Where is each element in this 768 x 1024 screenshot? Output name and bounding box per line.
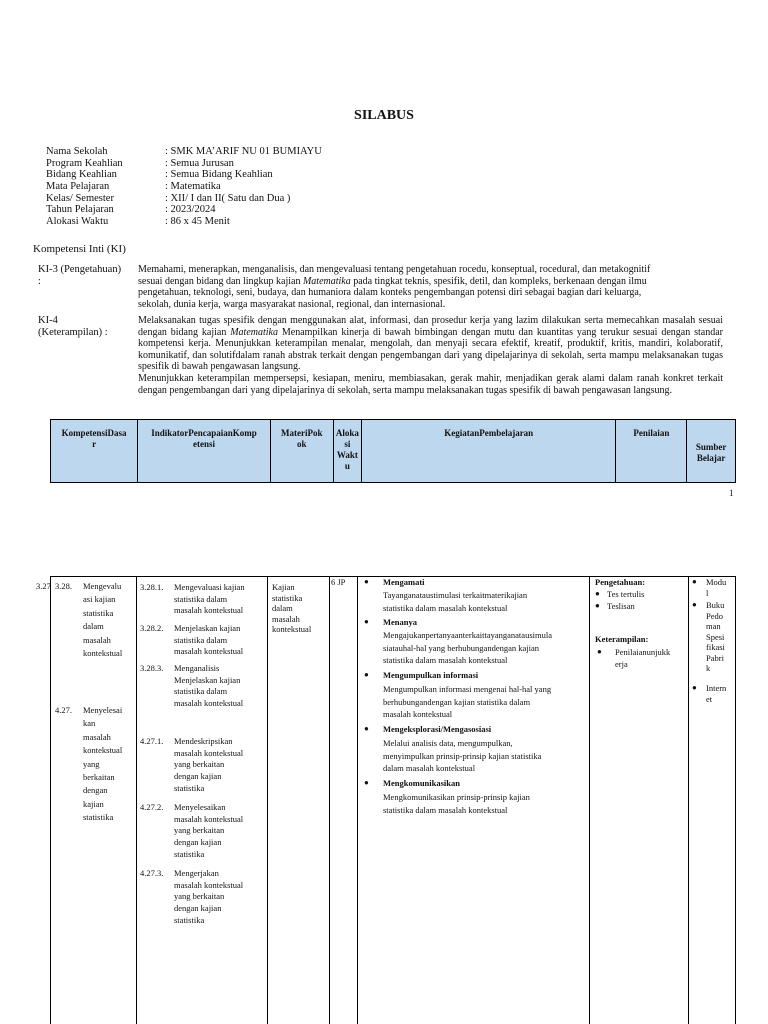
activity-line: menyimpulkan prinsip-prinsip kajian statistika bbox=[383, 750, 542, 761]
activity-line: Tayanganataustimulasi terkaitmaterikajian bbox=[383, 590, 528, 600]
indicator-line: statistika dalam bbox=[174, 593, 228, 604]
sumber-line: Buku bbox=[706, 600, 725, 610]
sumber-item bbox=[706, 577, 726, 598]
indicator-line: statistika dalam bbox=[174, 686, 228, 697]
sumber-item bbox=[706, 600, 725, 674]
ki-heading: Kompetensi Inti (KI) bbox=[33, 243, 126, 255]
header-text: MateriPok bbox=[281, 428, 323, 438]
indicator-line: masalah kontekstual bbox=[174, 879, 244, 890]
bullet-icon: ● bbox=[595, 601, 600, 610]
bullet-icon: ● bbox=[364, 617, 369, 626]
penilaian-line: Penilaianunjukk bbox=[615, 647, 671, 657]
indicator-line: masalah kontekstual bbox=[174, 813, 244, 824]
ki3-line: pengetahuan, teknologi, seni, budaya, dan humaniora dalam konteks pengembangan potensi diri sebagai bagian dari keluarga, bbox=[138, 287, 642, 299]
activity-line: Mengajukanpertanyaanterkaittayanganatausimula bbox=[383, 630, 552, 640]
kd-line: statistika bbox=[83, 607, 114, 618]
header-text: IndikatorPencapaianKomp bbox=[151, 428, 257, 438]
identity-label: Nama Sekolah bbox=[46, 146, 108, 157]
activity-title: Mengumpulkan informasi bbox=[383, 670, 479, 680]
indicator-text bbox=[174, 663, 243, 710]
bullet-icon: ● bbox=[364, 778, 369, 787]
penilaian-keterampilan-label: Keterampilan: bbox=[595, 634, 649, 644]
kd-text bbox=[83, 704, 122, 825]
indicator-line: yang berkaitan bbox=[174, 759, 225, 770]
indicator-line: yang berkaitan bbox=[174, 825, 225, 836]
kd-line: yang bbox=[83, 758, 100, 769]
materi-pokok bbox=[272, 582, 311, 635]
indicator-line: statistika dalam bbox=[174, 634, 228, 645]
identity-value: : Matematika bbox=[165, 181, 221, 193]
indicator-text bbox=[174, 802, 243, 861]
header-text: ok bbox=[297, 439, 307, 449]
kd-line: Mengevalu bbox=[83, 581, 122, 591]
sumber-line: fikasi bbox=[706, 642, 725, 652]
syllabus-body-table bbox=[36, 576, 736, 1024]
materi-line: masalah bbox=[272, 613, 300, 624]
header-alokasi-waktu bbox=[333, 420, 361, 483]
header-text: KegiatanPembelajaran bbox=[444, 428, 534, 438]
identity-block bbox=[46, 146, 322, 228]
activity-line: statistika dalam masalah kontekstual bbox=[383, 804, 508, 815]
ki4-paragraph bbox=[138, 315, 723, 373]
ki3-line-italic: Matematika bbox=[302, 275, 351, 287]
activity-line: masalah kontekstual bbox=[383, 709, 453, 720]
col-divider bbox=[267, 576, 268, 1024]
kd-number: 4.27. bbox=[55, 705, 72, 715]
indicator-line: Menyelesaikan bbox=[174, 802, 226, 812]
header-sumber-belajar bbox=[687, 420, 736, 483]
col-divider bbox=[735, 576, 736, 1024]
col-divider bbox=[329, 576, 330, 1024]
ki3-line bbox=[138, 276, 738, 288]
sumber-line: man bbox=[706, 621, 721, 631]
activity-line: Melalui analisis data, mengumpulkan, bbox=[383, 738, 513, 748]
sumber-line: et bbox=[706, 693, 713, 704]
materi-line: dalam bbox=[272, 603, 293, 613]
indicator-line: statistika bbox=[174, 848, 205, 859]
header-text: KompetensiDasa bbox=[61, 428, 127, 438]
kd-line: masalah bbox=[83, 634, 111, 645]
materi-line: kontekstual bbox=[272, 624, 312, 634]
ki3-line: sekolah, dunia kerja, warga masyarakat nasional, regional, dan internasional. bbox=[138, 298, 446, 310]
col-divider bbox=[136, 576, 137, 1024]
header-text: Sumber bbox=[695, 442, 727, 452]
ki3-line: Memahami, menerapkan, menganalisis, dan mengevaluasi tentang pengetahuan rocedu, konseptual, rocedural, dan metakognitif bbox=[138, 264, 651, 275]
header-indikator bbox=[138, 420, 271, 483]
header-text: Wakt bbox=[336, 450, 358, 460]
activity-text bbox=[383, 737, 541, 775]
identity-label: Alokasi Waktu bbox=[46, 216, 109, 228]
sumber-item bbox=[706, 683, 726, 704]
header-text: Belajar bbox=[696, 453, 726, 463]
header-text: u bbox=[344, 461, 350, 471]
sumber-line: k bbox=[706, 663, 711, 673]
identity-label: Bidang Keahlian bbox=[46, 169, 117, 181]
sumber-line: Modu bbox=[706, 577, 727, 587]
bullet-icon: ● bbox=[692, 577, 697, 586]
bullet-icon: ● bbox=[692, 683, 697, 692]
penilaian-item bbox=[615, 647, 670, 670]
sumber-line: l bbox=[706, 587, 709, 598]
indicator-line: Menganalisis bbox=[174, 663, 220, 673]
indicator-line: dengan kajian bbox=[174, 771, 222, 782]
ki3-label: KI-3 (Pengetahuan) bbox=[38, 264, 122, 275]
sumber-line: Intern bbox=[706, 683, 727, 693]
ki4-paragraph: Menunjukkan keterampilan mempersepsi, kesiapan, meniru, membiasakan, gerak mahir, menjadikan gerak alami dalam ranah konkret terkait dengan pengembangan dari yang dipelajarinya di sekolah, serta mampu melaksanakan tugas spesifik di bawah pengawasan langsung. bbox=[138, 372, 723, 396]
kd-line: kan bbox=[83, 718, 96, 729]
header-kompetensi-dasar bbox=[51, 420, 138, 483]
indicator-number: 4.27.2. bbox=[140, 802, 164, 812]
activity-line: dalam masalah kontekstual bbox=[383, 763, 476, 774]
kd-number-overlap: 3.27 bbox=[36, 581, 51, 591]
activity-text bbox=[383, 791, 530, 816]
ki3-text bbox=[138, 264, 738, 310]
activity-title: Mengamati bbox=[383, 577, 425, 587]
indicator-number: 4.27.3. bbox=[140, 868, 164, 878]
kd-line: dalam bbox=[83, 621, 104, 632]
penilaian-line: erja bbox=[615, 658, 628, 669]
identity-row bbox=[46, 204, 322, 216]
indicator-number: 4.27.1. bbox=[140, 736, 164, 746]
ki4-text-italic: Matematika bbox=[230, 326, 278, 338]
indicator-text bbox=[174, 623, 243, 658]
activity-line: statistika dalam masalah kontekstual bbox=[383, 602, 508, 613]
ki3-line-part: pada tingkat teknis, spesifik, detil, dan kompleks, berkenaan dengan ilmu bbox=[350, 275, 647, 287]
activity-title: Mengkomunikasikan bbox=[383, 778, 460, 788]
activity-text bbox=[383, 589, 527, 614]
activity-text bbox=[383, 683, 551, 721]
indicator-line: statistika bbox=[174, 914, 205, 925]
identity-label: Tahun Pelajaran bbox=[46, 204, 114, 216]
indicator-line: masalah kontekstual bbox=[174, 646, 244, 657]
identity-row bbox=[46, 169, 322, 181]
sumber-line: Pabri bbox=[706, 652, 724, 663]
header-penilaian bbox=[616, 420, 687, 483]
indicator-line: masalah kontekstual bbox=[174, 747, 244, 758]
indicator-text bbox=[174, 736, 243, 795]
document-title: SILABUS bbox=[354, 108, 414, 123]
indicator-text bbox=[174, 868, 243, 927]
indicator-number: 3.28.1. bbox=[140, 582, 164, 592]
indicator-number: 3.28.3. bbox=[140, 663, 164, 673]
indicator-line: dengan kajian bbox=[174, 837, 222, 848]
col-divider bbox=[589, 576, 590, 1024]
indicator-line: Menjelaskan kajian bbox=[174, 623, 241, 633]
kd-line: kajian bbox=[83, 798, 104, 809]
bullet-icon: ● bbox=[692, 600, 697, 609]
penilaian-pengetahuan-label: Pengetahuan: bbox=[595, 577, 646, 587]
bullet-icon: ● bbox=[595, 589, 600, 598]
identity-value: : Semua Bidang Keahlian bbox=[165, 169, 273, 181]
page-number: 1 bbox=[729, 488, 734, 498]
identity-value: : SMK MA’ARIF NU 01 BUMIAYU bbox=[165, 146, 322, 157]
activity-line: Mengumpulkan informasi mengenai hal-hal yang bbox=[383, 684, 552, 694]
activity-line: statistika dalam masalah kontekstual bbox=[383, 655, 508, 666]
kd-line: statistika bbox=[83, 812, 114, 823]
activity-title: Mengeksplorasi/Mengasosiasi bbox=[383, 724, 492, 734]
identity-row bbox=[46, 158, 322, 170]
sumber-line: Spesi bbox=[706, 631, 725, 642]
identity-value: : 86 x 45 Menit bbox=[165, 216, 230, 228]
header-materi-pokok bbox=[270, 420, 333, 483]
ki4-text-part: Melaksanakan tugas spesifik dengan menggunakan alat, informasi, dan prosedur kerja yang lazim dilakukan serta memecahkan masalah sesuai dengan bidang kajian bbox=[138, 315, 723, 338]
syllabus-header-table bbox=[50, 419, 736, 483]
activity-text bbox=[383, 629, 552, 667]
indicator-line: Mengerjakan bbox=[174, 868, 219, 878]
header-text: Aloka bbox=[335, 428, 359, 438]
header-text: Penilaian bbox=[633, 428, 670, 438]
header-text: etensi bbox=[193, 439, 215, 449]
identity-row bbox=[46, 146, 322, 158]
indicator-line: masalah kontekstual bbox=[174, 605, 244, 616]
identity-row bbox=[46, 181, 322, 193]
header-text: si bbox=[344, 439, 351, 449]
bullet-icon: ● bbox=[364, 724, 369, 733]
ki4-label-sub: (Keterampilan) : bbox=[38, 327, 108, 338]
indicator-line: dengan kajian bbox=[174, 903, 222, 914]
header-text: r bbox=[92, 439, 97, 449]
kd-text bbox=[83, 580, 122, 660]
kd-line: dengan bbox=[83, 785, 108, 796]
ki3-line-part: sesuai dengan bidang dan lingkup kajian bbox=[138, 275, 303, 287]
header-kegiatan bbox=[362, 420, 616, 483]
indicator-line: statistika bbox=[174, 782, 205, 793]
bullet-icon: ● bbox=[364, 670, 369, 679]
kd-line: kontekstual bbox=[83, 648, 123, 659]
kd-line: asi kajian bbox=[83, 594, 116, 605]
indicator-line: Mendeskripsikan bbox=[174, 736, 233, 746]
indicator-line: Menjelaskan kajian bbox=[174, 674, 241, 685]
identity-row bbox=[46, 193, 322, 205]
indicator-line: masalah kontekstual bbox=[174, 698, 244, 709]
identity-value: : Semua Jurusan bbox=[165, 157, 234, 169]
col-divider bbox=[357, 576, 358, 1024]
activity-line: berhubungandengan kajian statistika dalam bbox=[383, 696, 531, 707]
penilaian-item: Teslisan bbox=[607, 601, 635, 611]
identity-label: Mata Pelajaran bbox=[46, 181, 110, 193]
kd-line: Menyelesai bbox=[83, 705, 123, 715]
alokasi-waktu: 6 JP bbox=[331, 577, 346, 587]
identity-row bbox=[46, 216, 322, 228]
sumber-line: Pedo bbox=[706, 610, 723, 621]
kd-line: kontekstual bbox=[83, 745, 123, 756]
kd-number: 3.28. bbox=[55, 581, 72, 591]
ki4-text bbox=[138, 315, 723, 396]
materi-line: statistika bbox=[272, 592, 303, 603]
materi-line: Kajian bbox=[272, 582, 295, 592]
indicator-text bbox=[174, 582, 245, 617]
identity-value: : 2023/2024 bbox=[165, 204, 216, 216]
identity-label: Kelas/ Semester bbox=[46, 192, 114, 204]
identity-value: : XII/ I dan II( Satu dan Dua ) bbox=[165, 192, 291, 204]
activity-line: Mengkomunikasikan prinsip-prinsip kajian bbox=[383, 792, 530, 802]
kd-line: berkaitan bbox=[83, 772, 115, 783]
kd-line: masalah bbox=[83, 731, 111, 742]
identity-label: Program Keahlian bbox=[46, 157, 123, 169]
col-divider bbox=[688, 576, 689, 1024]
bullet-icon: ● bbox=[364, 577, 369, 586]
bullet-icon: ● bbox=[597, 647, 602, 656]
col-divider bbox=[50, 576, 51, 1024]
ki4-label: KI-4 bbox=[38, 315, 58, 326]
activity-line: siatauhal-hal yang berhubungandengan kajian bbox=[383, 642, 540, 653]
penilaian-item: Tes tertulis bbox=[607, 589, 645, 599]
ki3-label-colon: : bbox=[38, 276, 41, 287]
indicator-line: Mengevaluasi kajian bbox=[174, 582, 245, 592]
ki4-text-part: Menampilkan kinerja di bawah bimbingan dengan mutu dan kuantitas yang terukur sesuai dengan standar kompetensi kerja. Menunjukkan keterampilan menalar, mengolah, dan menyaji secara efektif, kreatif, produktif, kritis, mandiri, kolaboratif, komunikatif, dan solutifdalam ranah abstrak terkait dengan pengembangan dari yang dipelajarinya di sekolah, serta mampu melaksanakan tugas spesifik di bawah pengawasan langsung. bbox=[138, 326, 723, 373]
indicator-number: 3.28.2. bbox=[140, 623, 164, 633]
indicator-line: yang berkaitan bbox=[174, 891, 225, 902]
activity-title: Menanya bbox=[383, 617, 417, 627]
